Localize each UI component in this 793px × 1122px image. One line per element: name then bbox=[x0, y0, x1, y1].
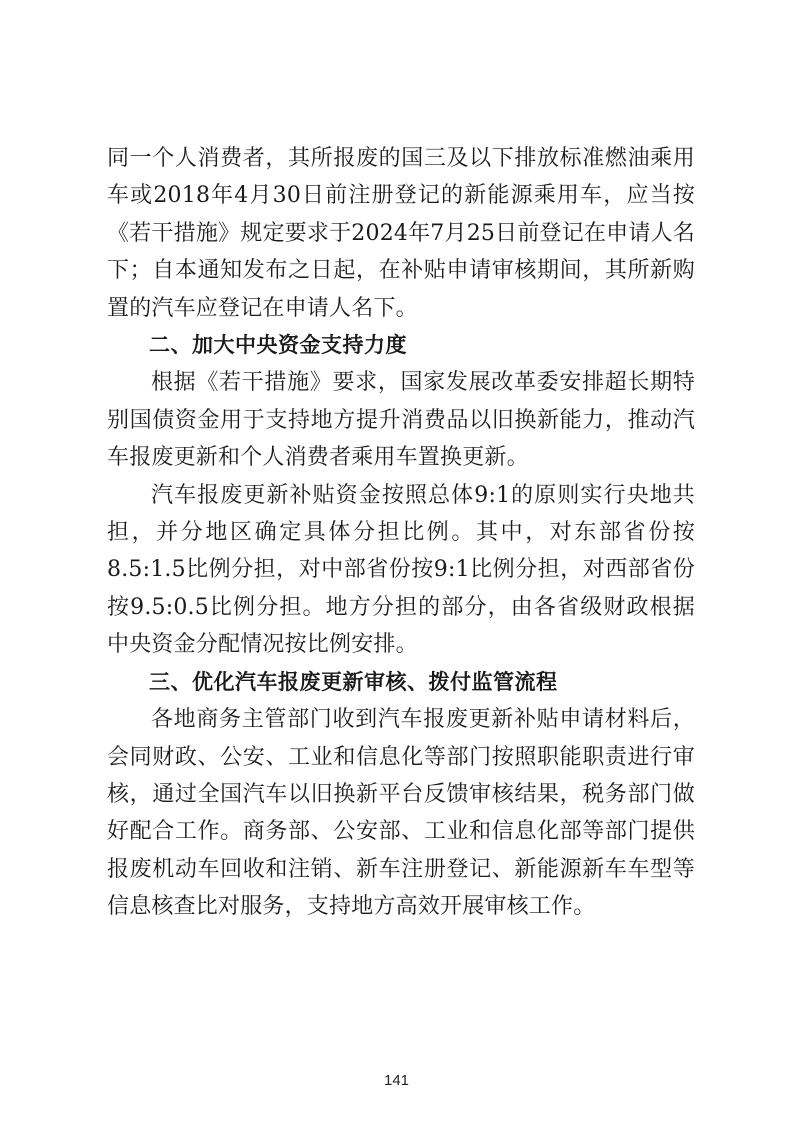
document-body bbox=[107, 140, 695, 926]
paragraph-review-process: 各地商务主管部门收到汽车报废更新补贴申请材料后，会同财政、公安、工业和信息化等部门按照职能职责进行审核，通过全国汽车以旧换新平台反馈审核结果，税务部门做好配合工作。商务部、公安部、工业和信息化部等部门提供报废机动车回收和注销、新车注册登记、新能源新车车型等信息核查比对服务，支持地方高效开展审核工作。 bbox=[107, 707, 695, 920]
paragraph-continuation: 同一个人消费者，其所报废的国三及以下排放标准燃油乘用车或2018年4月30日前注册登记的新能源乘用车，应当按《若干措施》规定要求于2024年7月25日前登记在申请人名下；自本通知发布之日起，在补贴申请审核期间，其所新购置的汽车应登记在申请人名下。 bbox=[107, 146, 695, 321]
section-heading-3: 三、优化汽车报废更新审核、拨付监管流程 bbox=[149, 669, 558, 694]
paragraph-funding-source: 根据《若干措施》要求，国家发展改革委安排超长期特别国债资金用于支持地方提升消费品以旧换新能力，推动汽车报废更新和个人消费者乘用车置换更新。 bbox=[107, 370, 695, 471]
section-heading-2: 二、加大中央资金支持力度 bbox=[149, 333, 407, 358]
paragraph-cost-sharing: 汽车报废更新补贴资金按照总体9:1的原则实行央地共担，并分地区确定具体分担比例。其中，对东部省份按8.5:1.5比例分担，对中部省份按9:1比例分担，对西部省份按9.5:0.5比例分担。地方分担的部分，由各省级财政根据中央资金分配情况按比例安排。 bbox=[107, 482, 695, 658]
page-number: 141 bbox=[383, 1072, 410, 1089]
